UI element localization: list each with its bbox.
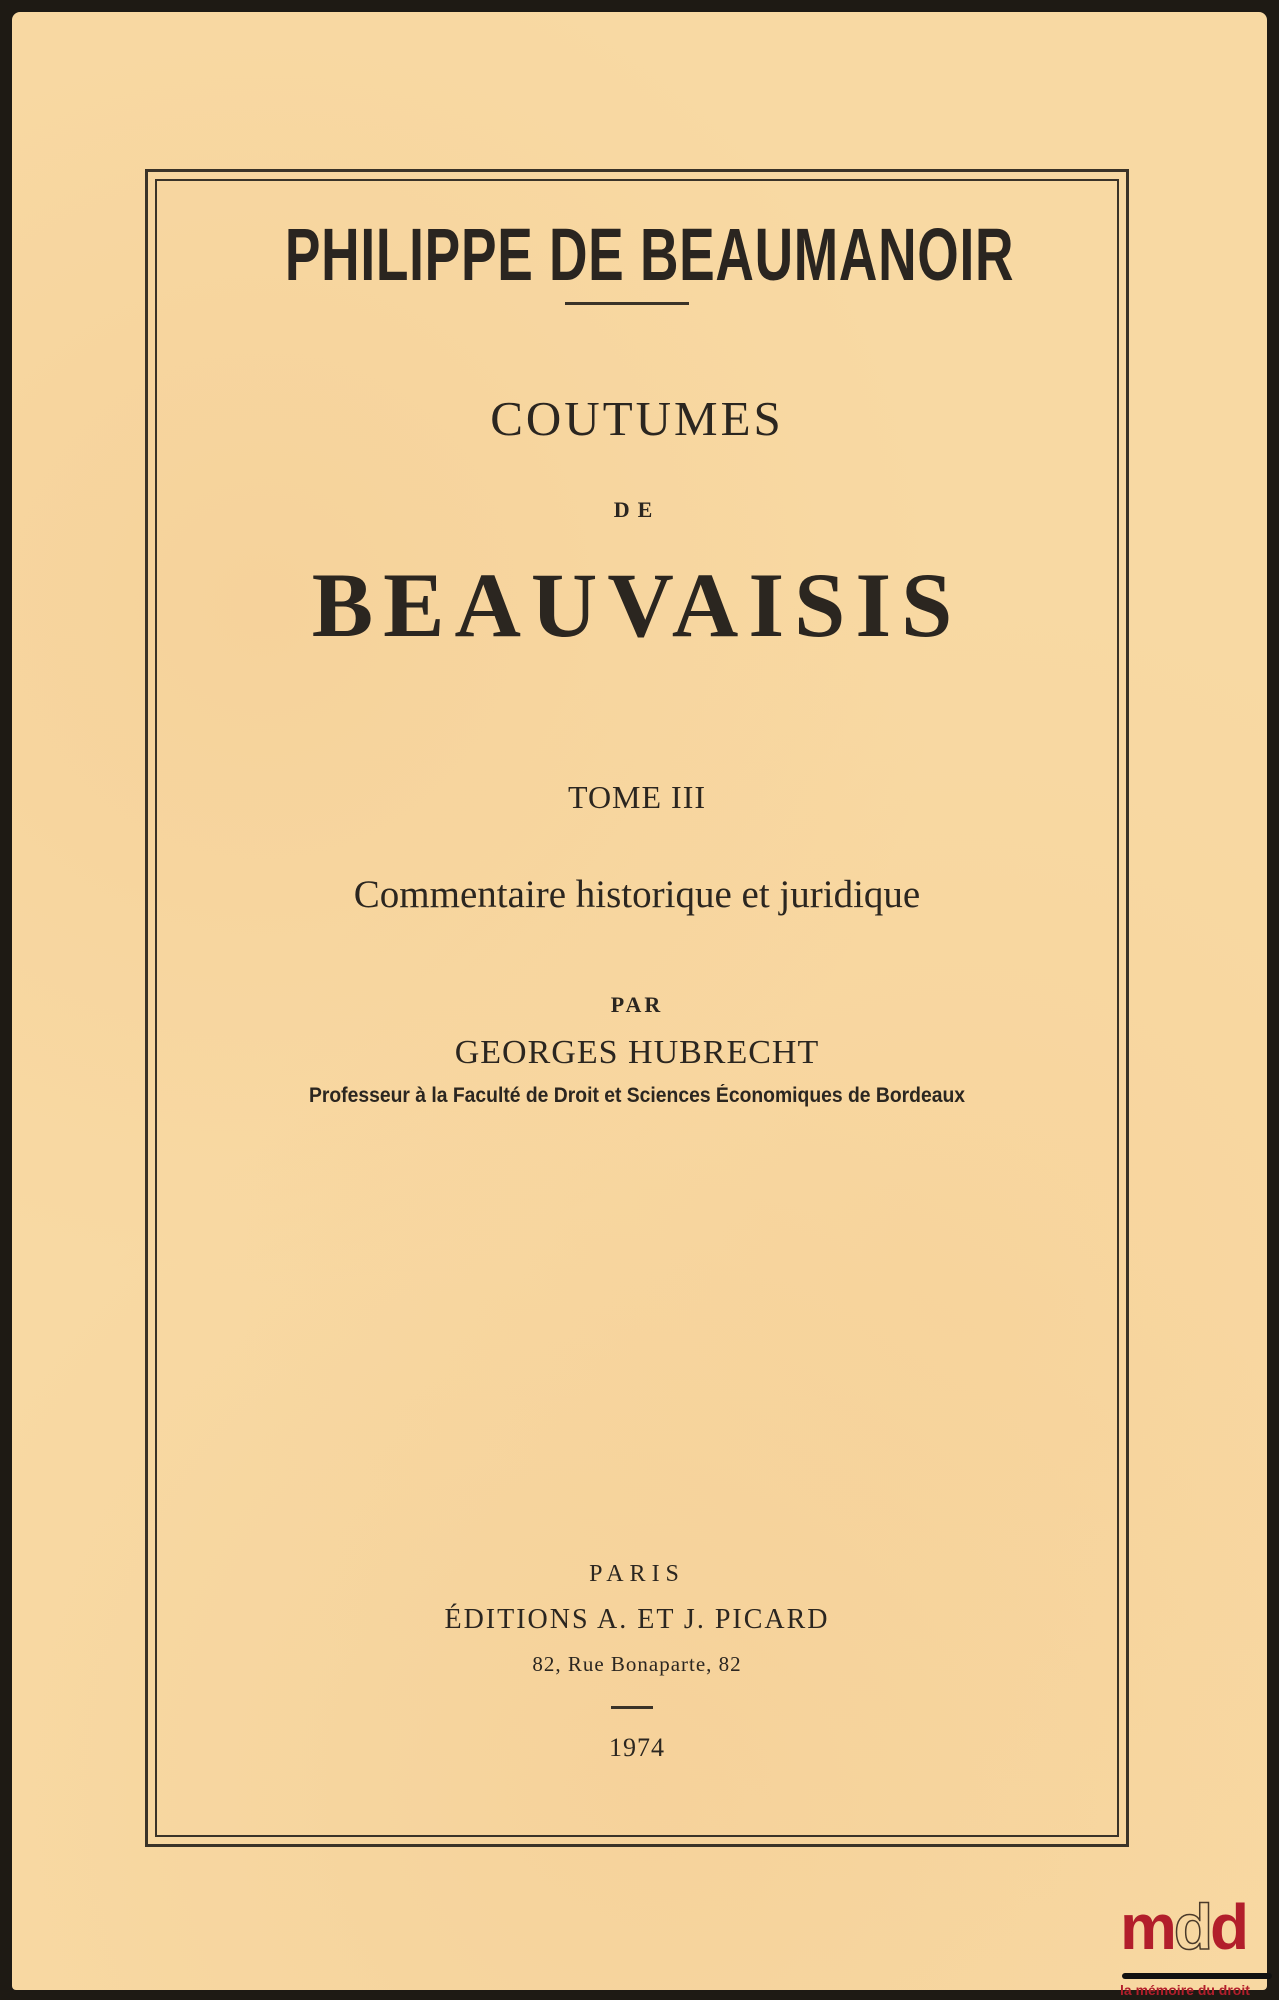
logo-letter-d: d [1210, 1891, 1247, 1963]
title-line-2: DE [613, 497, 661, 522]
decorative-frame-outer [145, 169, 1129, 1847]
logo-underline-bar [1122, 1973, 1272, 1979]
title-line-3: BEAUVAISIS [311, 554, 963, 656]
author-name: PHILIPPE DE BEAUMANOIR [284, 213, 1015, 296]
logo-letter-d-outline: d [1173, 1891, 1210, 1963]
publisher-city: PARIS [589, 1561, 685, 1587]
title-line-1: COUTUMES [490, 391, 784, 446]
mdd-logo-icon [1120, 1891, 1247, 1963]
mdd-watermark-logo [1120, 1891, 1279, 2000]
logo-tagline: la mémoire du droit [1120, 1982, 1250, 1998]
volume-label: TOME III [567, 779, 707, 815]
editor-affiliation: Professeur à la Faculté de Droit et Sciences Économiques de Bordeaux [308, 1084, 966, 1107]
by-label: PAR [610, 992, 664, 1017]
divider-rule-bottom [611, 1706, 653, 1709]
book-cover [12, 12, 1267, 1990]
publication-year: 1974 [609, 1733, 665, 1762]
publisher-address: 82, Rue Bonaparte, 82 [532, 1652, 742, 1676]
logo-letter-m: m [1120, 1891, 1174, 1963]
editor-name: GEORGES HUBRECHT [454, 1034, 820, 1071]
subtitle: Commentaire historique et juridique [353, 873, 921, 916]
divider-rule-top [565, 302, 689, 305]
publisher-name: ÉDITIONS A. ET J. PICARD [444, 1604, 830, 1635]
